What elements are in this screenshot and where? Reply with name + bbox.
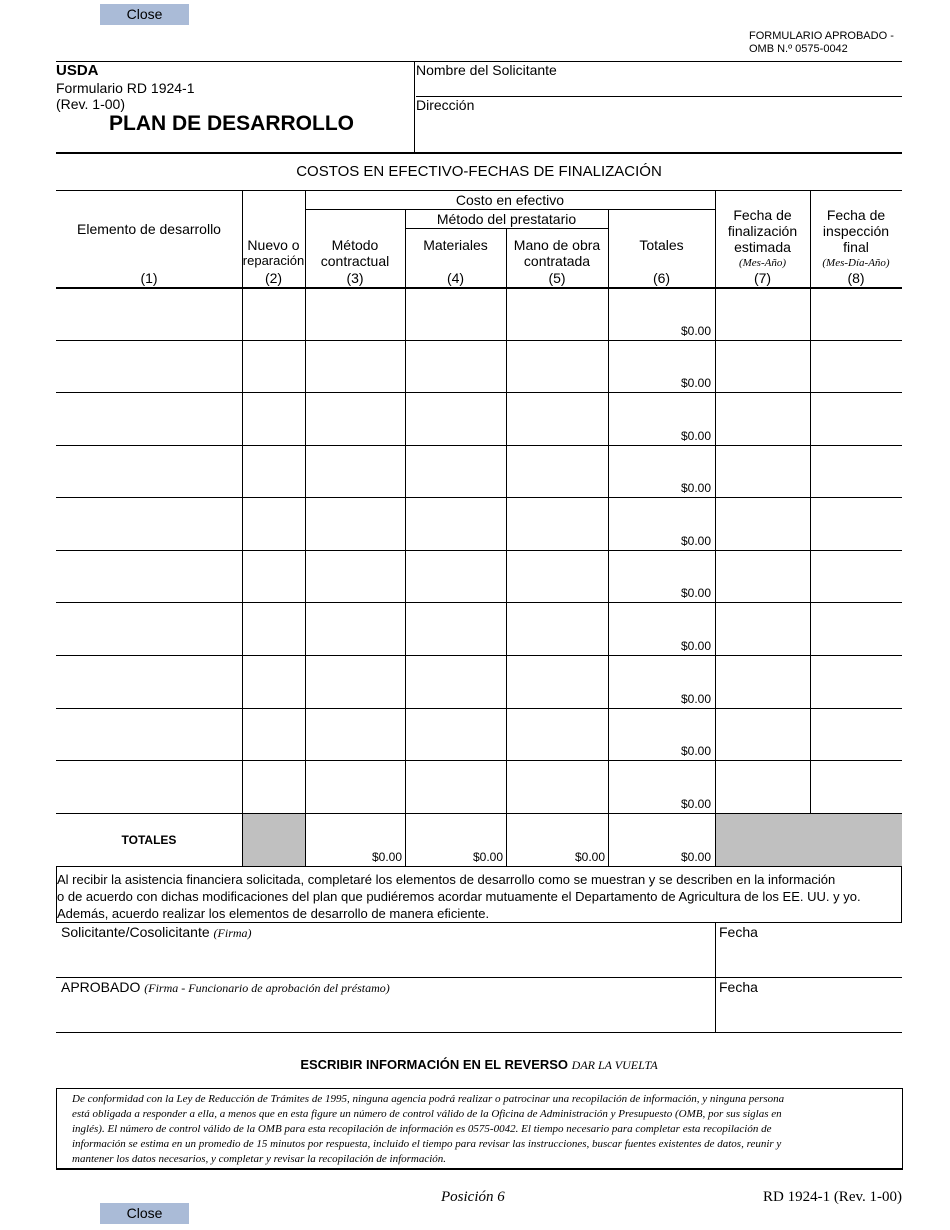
col7-header-l3: estimada [734, 239, 791, 255]
col7-sub: (Mes-Año) [738, 257, 787, 269]
col4-num: (4) [446, 270, 465, 286]
row-10-total: $0.00 [680, 797, 711, 811]
omb-line-1: FORMULARIO APROBADO - [749, 30, 894, 42]
form-number: Formulario RD 1924-1 [56, 80, 195, 96]
col3-header-l2: contractual [320, 253, 390, 269]
applicant-signature-field[interactable] [60, 940, 710, 975]
row-6-total: $0.00 [680, 586, 711, 600]
col8-header-l2: inspección [822, 223, 890, 239]
agency-name: USDA [56, 62, 99, 79]
col1-header: Elemento de desarrollo [77, 221, 221, 237]
agreement-line-1: Al recibir la asistencia financiera solicitada, completaré los elementos de desarrollo como se muestran y se describen en la información [57, 872, 836, 887]
row-3-total: $0.00 [680, 429, 711, 443]
applicant-signature-label: Solicitante/Cosolicitante (Firma) [61, 924, 252, 940]
address-field[interactable] [418, 114, 900, 150]
totals-contract-method: $0.00 [371, 850, 402, 864]
form-revision: (Rev. 1-00) [56, 96, 125, 112]
row-5-total: $0.00 [680, 534, 711, 548]
totals-shaded-dates [716, 814, 902, 866]
group-cash-cost: Costo en efectivo [455, 192, 565, 208]
date-label-1: Fecha [719, 924, 758, 940]
applicant-name-label: Nombre del Solicitante [416, 62, 557, 78]
totals-materials: $0.00 [472, 850, 503, 864]
col1-num: (1) [140, 270, 158, 286]
reverse-instruction: ESCRIBIR INFORMACIÓN EN EL REVERSO DAR LA VUELTA [300, 1057, 658, 1072]
date-label-2: Fecha [719, 979, 758, 995]
date-field-1[interactable] [718, 940, 900, 975]
row-7-total: $0.00 [680, 639, 711, 653]
col3-num: (3) [346, 270, 364, 286]
col2-num: (2) [264, 270, 283, 286]
col3-header-l1: Método [331, 237, 379, 253]
group-borrower-method: Método del prestatario [436, 211, 577, 227]
col8-header-l1: Fecha de [826, 207, 886, 223]
row-2-total: $0.00 [680, 376, 711, 390]
section-title: COSTOS EN EFECTIVO-FECHAS DE FINALIZACIÓN [296, 163, 662, 180]
approved-signature-field[interactable] [60, 996, 710, 1030]
col7-header-l2: finalización [727, 223, 798, 239]
close-button-bottom[interactable]: Close [100, 1203, 189, 1224]
position-label: Posición 6 [441, 1189, 505, 1205]
col7-header-l1: Fecha de [733, 207, 792, 223]
page-title: PLAN DE DESARROLLO [109, 112, 355, 135]
col5-header-l1: Mano de obra [513, 237, 601, 253]
applicant-name-field[interactable] [418, 76, 900, 95]
col8-sub: (Mes-Día-Año) [822, 257, 890, 269]
row-1-total: $0.00 [680, 324, 711, 338]
agreement-line-2: o de acuerdo con dichas modificaciones del plan que pudiéremos acordar mutuamente el Departamento de Agricultura de los EE. UU. y yo. [57, 889, 861, 904]
col8-num: (8) [847, 270, 865, 286]
paperwork-line-2: está obligada a responder a ella, a menos que en esta figure un número de control válido de la Oficina de Administración y Presupuesto (OMB, por sus siglas en [72, 1108, 782, 1120]
row-4-total: $0.00 [680, 481, 711, 495]
address-label: Dirección [416, 97, 475, 113]
col5-num: (5) [548, 270, 566, 286]
col2-header-l1: Nuevo o [247, 237, 300, 253]
totals-label: TOTALES [121, 833, 177, 847]
row-8-total: $0.00 [680, 692, 711, 706]
close-button-top[interactable]: Close [100, 4, 189, 25]
form-id-footer: RD 1924-1 (Rev. 1-00) [762, 1189, 902, 1205]
col8-header-l3: final [843, 239, 869, 255]
col4-header: Materiales [423, 237, 488, 253]
totals-grand: $0.00 [680, 850, 711, 864]
paperwork-line-5: mantener los datos necesarios, y completar y revisar la recopilación de información. [72, 1153, 447, 1165]
paperwork-notice [72, 1092, 784, 1167]
date-field-2[interactable] [718, 996, 900, 1030]
paperwork-line-4: información se estima en un promedio de 15 minutos por respuesta, incluido el tiempo para revisar las instrucciones, buscar fuentes existentes de datos, reunir y [72, 1138, 782, 1150]
col2-header-l2: reparación [242, 253, 305, 268]
paperwork-line-1: De conformidad con la Ley de Reducción de Trámites de 1995, ninguna agencia podrá realizar o patrocinar una recopilación de información, y ninguna persona [72, 1093, 785, 1105]
totals-shaded-col2 [243, 814, 305, 866]
totals-labor: $0.00 [574, 850, 605, 864]
omb-line-2: OMB N.º 0575-0042 [749, 43, 848, 55]
row-9-total: $0.00 [680, 744, 711, 758]
agreement-text [57, 871, 861, 922]
paperwork-line-3: inglés). El número de control válido de la OMB para esta recopilación de información es 0575-0042. El tiempo necesario para completar esta recopilación de [72, 1123, 772, 1135]
col7-num: (7) [753, 270, 772, 286]
col6-num: (6) [652, 270, 671, 286]
agreement-line-3: Además, acuerdo realizar los elementos de desarrollo de manera eficiente. [57, 906, 490, 921]
omb-approval [749, 30, 894, 56]
col5-header-l2: contratada [523, 253, 591, 269]
col6-header: Totales [639, 237, 684, 253]
approved-signature-label: APROBADO (Firma - Funcionario de aprobación del préstamo) [61, 979, 390, 995]
